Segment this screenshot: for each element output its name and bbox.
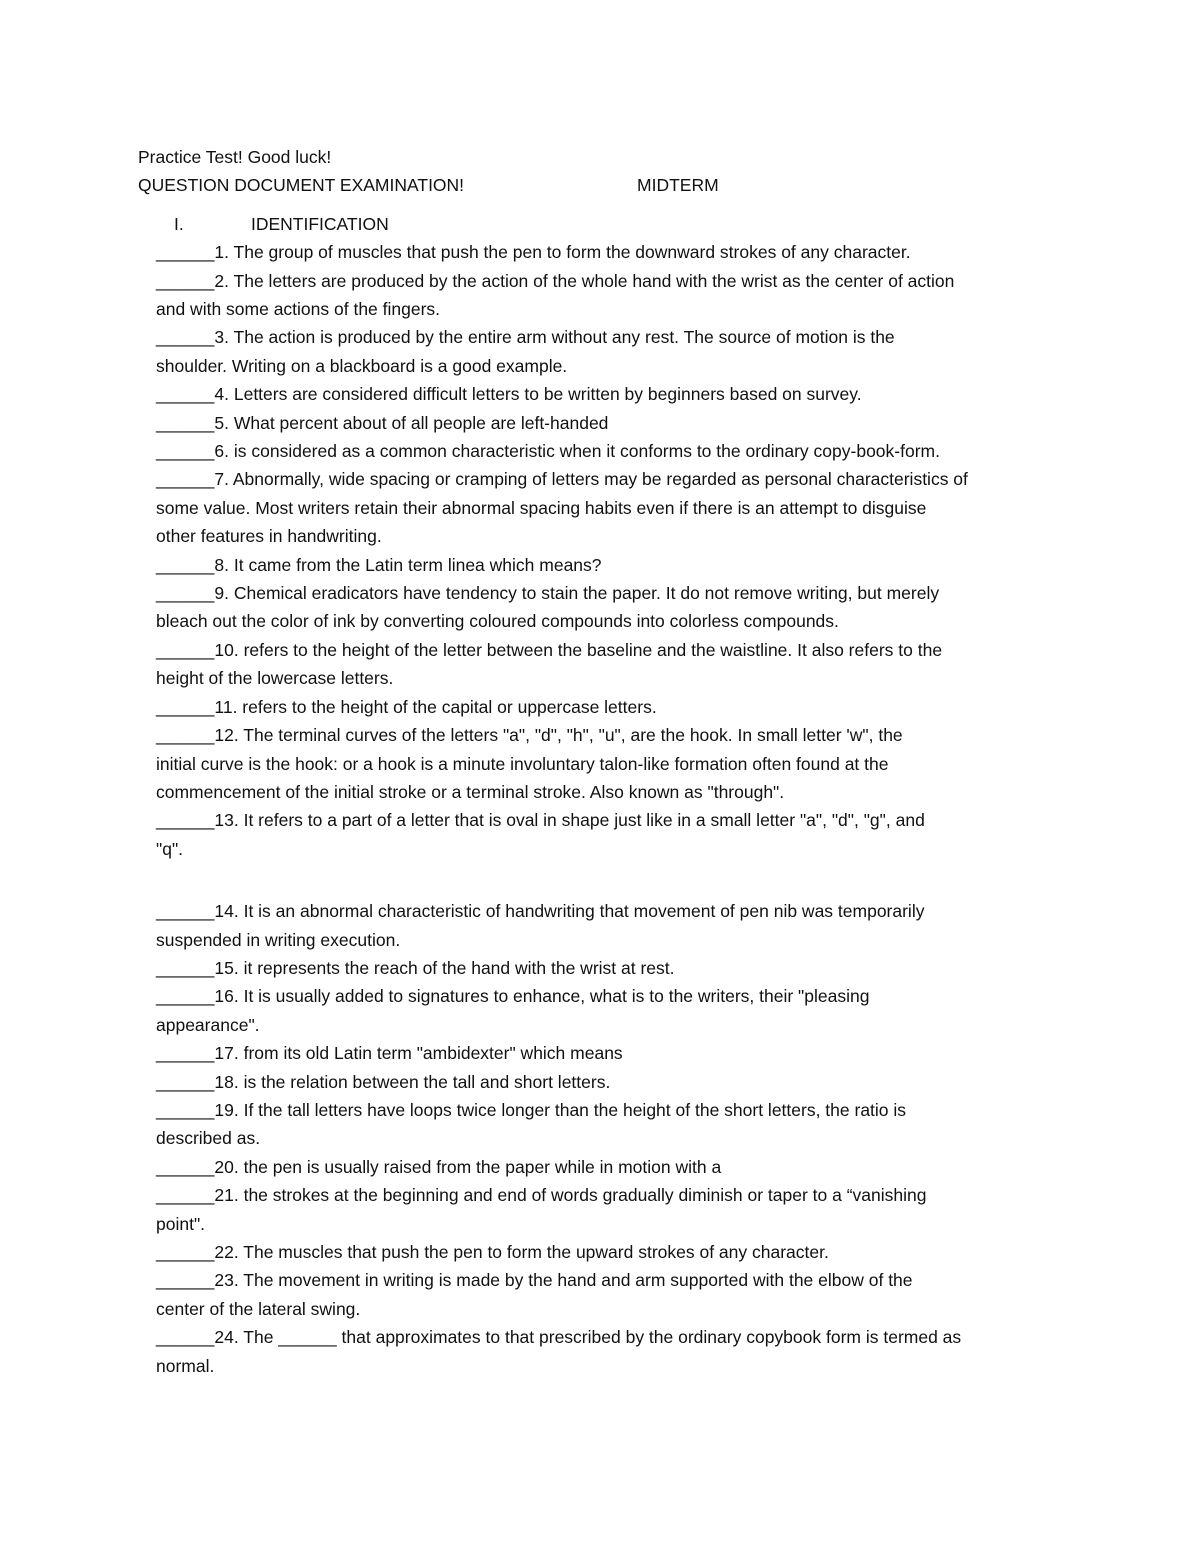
paragraph-gap (156, 863, 1063, 897)
question-23 (156, 1266, 1064, 1323)
question-9 (156, 579, 1064, 636)
question-22-line-1: ______22. The muscles that push the pen to form the upward strokes of any character. (156, 1242, 829, 1262)
question-3-line-2: shoulder. Writing on a blackboard is a good example. (156, 355, 568, 376)
question-list (156, 238, 1063, 1380)
question-14-line-2: suspended in writing execution. (156, 929, 401, 950)
question-14-line-1: ______14. It is an abnormal characteristic of handwriting that movement of pen nib was temporarily (156, 901, 925, 922)
question-16-line-1: ______16. It is usually added to signatures to enhance, what is to the writers, their "pleasing (156, 986, 870, 1007)
question-2-line-1: ______2. The letters are produced by the action of the whole hand with the wrist as the center of action (156, 270, 955, 291)
question-11-line-1: ______11. refers to the height of the capital or uppercase letters. (156, 696, 657, 717)
question-24-line-1: ______24. The ______ that approximates to that prescribed by the ordinary copybook form is termed as (156, 1327, 962, 1348)
question-7-line-3: other features in handwriting. (156, 526, 382, 547)
question-23-line-1: ______23. The movement in writing is made by the hand and arm supported with the elbow of the (156, 1270, 913, 1291)
question-6-line-1: ______6. is considered as a common characteristic when it conforms to the ordinary copy-book-form. (156, 441, 940, 462)
question-1-line-1: ______1. The group of muscles that push the pen to form the downward strokes of any character. (156, 242, 911, 263)
question-21-line-2: point". (156, 1213, 206, 1234)
question-17 (156, 1039, 1064, 1067)
question-1 (156, 238, 1064, 266)
question-14 (156, 897, 1064, 954)
question-5 (156, 409, 1064, 437)
question-7 (156, 465, 1064, 550)
section-heading (138, 210, 1063, 238)
question-12 (156, 721, 1064, 806)
question-24-line-2: normal. (156, 1355, 215, 1376)
question-3 (156, 323, 1064, 380)
question-18-line-1: ______18. is the relation between the tall and short letters. (156, 1071, 611, 1092)
question-12-line-3: commencement of the initial stroke or a terminal stroke. Also known as "through". (156, 781, 785, 802)
question-10 (156, 636, 1064, 693)
question-10-line-1: ______10. refers to the height of the letter between the baseline and the waistline. It also refers to the (156, 639, 943, 660)
question-9-line-1: ______9. Chemical eradicators have tendency to stain the paper. It do not remove writing, but merely (156, 583, 940, 604)
question-17-line-1: ______17. from its old Latin term "ambidexter" which means (156, 1043, 623, 1064)
question-16-line-2: appearance". (156, 1014, 260, 1035)
question-3-line-1: ______3. The action is produced by the entire arm without any rest. The source of motion is the (156, 327, 895, 348)
question-24 (156, 1323, 1064, 1380)
question-16 (156, 982, 1064, 1039)
question-12-line-1: ______12. The terminal curves of the letters "a", "d", "h", "u", are the hook. In small letter 'w", the (156, 725, 903, 746)
question-19-line-2: described as. (156, 1128, 261, 1149)
question-8 (156, 551, 1064, 579)
question-15 (156, 954, 1064, 982)
section-number: I. (174, 213, 184, 234)
question-22 (156, 1238, 1064, 1266)
question-19 (156, 1096, 1064, 1153)
question-13-line-2: "q". (156, 838, 184, 859)
question-7-line-2: some value. Most writers retain their abnormal spacing habits even if there is an attempt to disguise (156, 497, 927, 518)
question-20 (156, 1153, 1064, 1181)
question-6 (156, 437, 1064, 465)
exam-term: MIDTERM (637, 175, 719, 196)
document-content (138, 143, 1063, 1380)
question-2 (156, 267, 1064, 324)
question-12-line-2: initial curve is the hook: or a hook is a minute involuntary talon-like formation often found at the (156, 753, 889, 774)
question-15-line-1: ______15. it represents the reach of the hand with the wrist at rest. (156, 957, 675, 978)
question-7-line-1: ______7. Abnormally, wide spacing or cramping of letters may be regarded as personal characteristics of (156, 469, 968, 490)
question-5-line-1: ______5. What percent about of all people are left-handed (156, 412, 609, 433)
question-11 (156, 693, 1064, 721)
question-4 (156, 380, 1064, 408)
question-21 (156, 1181, 1064, 1238)
exam-title: QUESTION DOCUMENT EXAMINATION! (138, 175, 465, 196)
question-13-line-1: ______13. It refers to a part of a letter that is oval in shape just like in a small letter "a", "d", "g", and (156, 810, 925, 831)
question-10-line-2: height of the lowercase letters. (156, 668, 394, 689)
question-2-line-2: and with some actions of the fingers. (156, 299, 441, 319)
practice-test-title: Practice Test! Good luck! (138, 147, 332, 167)
question-8-line-1: ______8. It came from the Latin term linea which means? (156, 554, 602, 575)
question-9-line-2: bleach out the color of ink by converting coloured compounds into colorless compounds. (156, 611, 839, 632)
question-13 (156, 806, 1064, 863)
exam-header (138, 171, 1063, 199)
question-20-line-1: ______20. the pen is usually raised from the paper while in motion with a (156, 1156, 722, 1177)
question-4-line-1: ______4. Letters are considered difficult letters to be written by beginners based on survey. (156, 384, 862, 405)
question-23-line-2: center of the lateral swing. (156, 1298, 361, 1319)
question-19-line-1: ______19. If the tall letters have loops twice longer than the height of the short letters, the ratio is (156, 1099, 907, 1120)
section-title: IDENTIFICATION (251, 213, 389, 234)
question-21-line-1: ______21. the strokes at the beginning and end of words gradually diminish or taper to a “vanishing (156, 1185, 927, 1206)
question-18 (156, 1068, 1064, 1096)
